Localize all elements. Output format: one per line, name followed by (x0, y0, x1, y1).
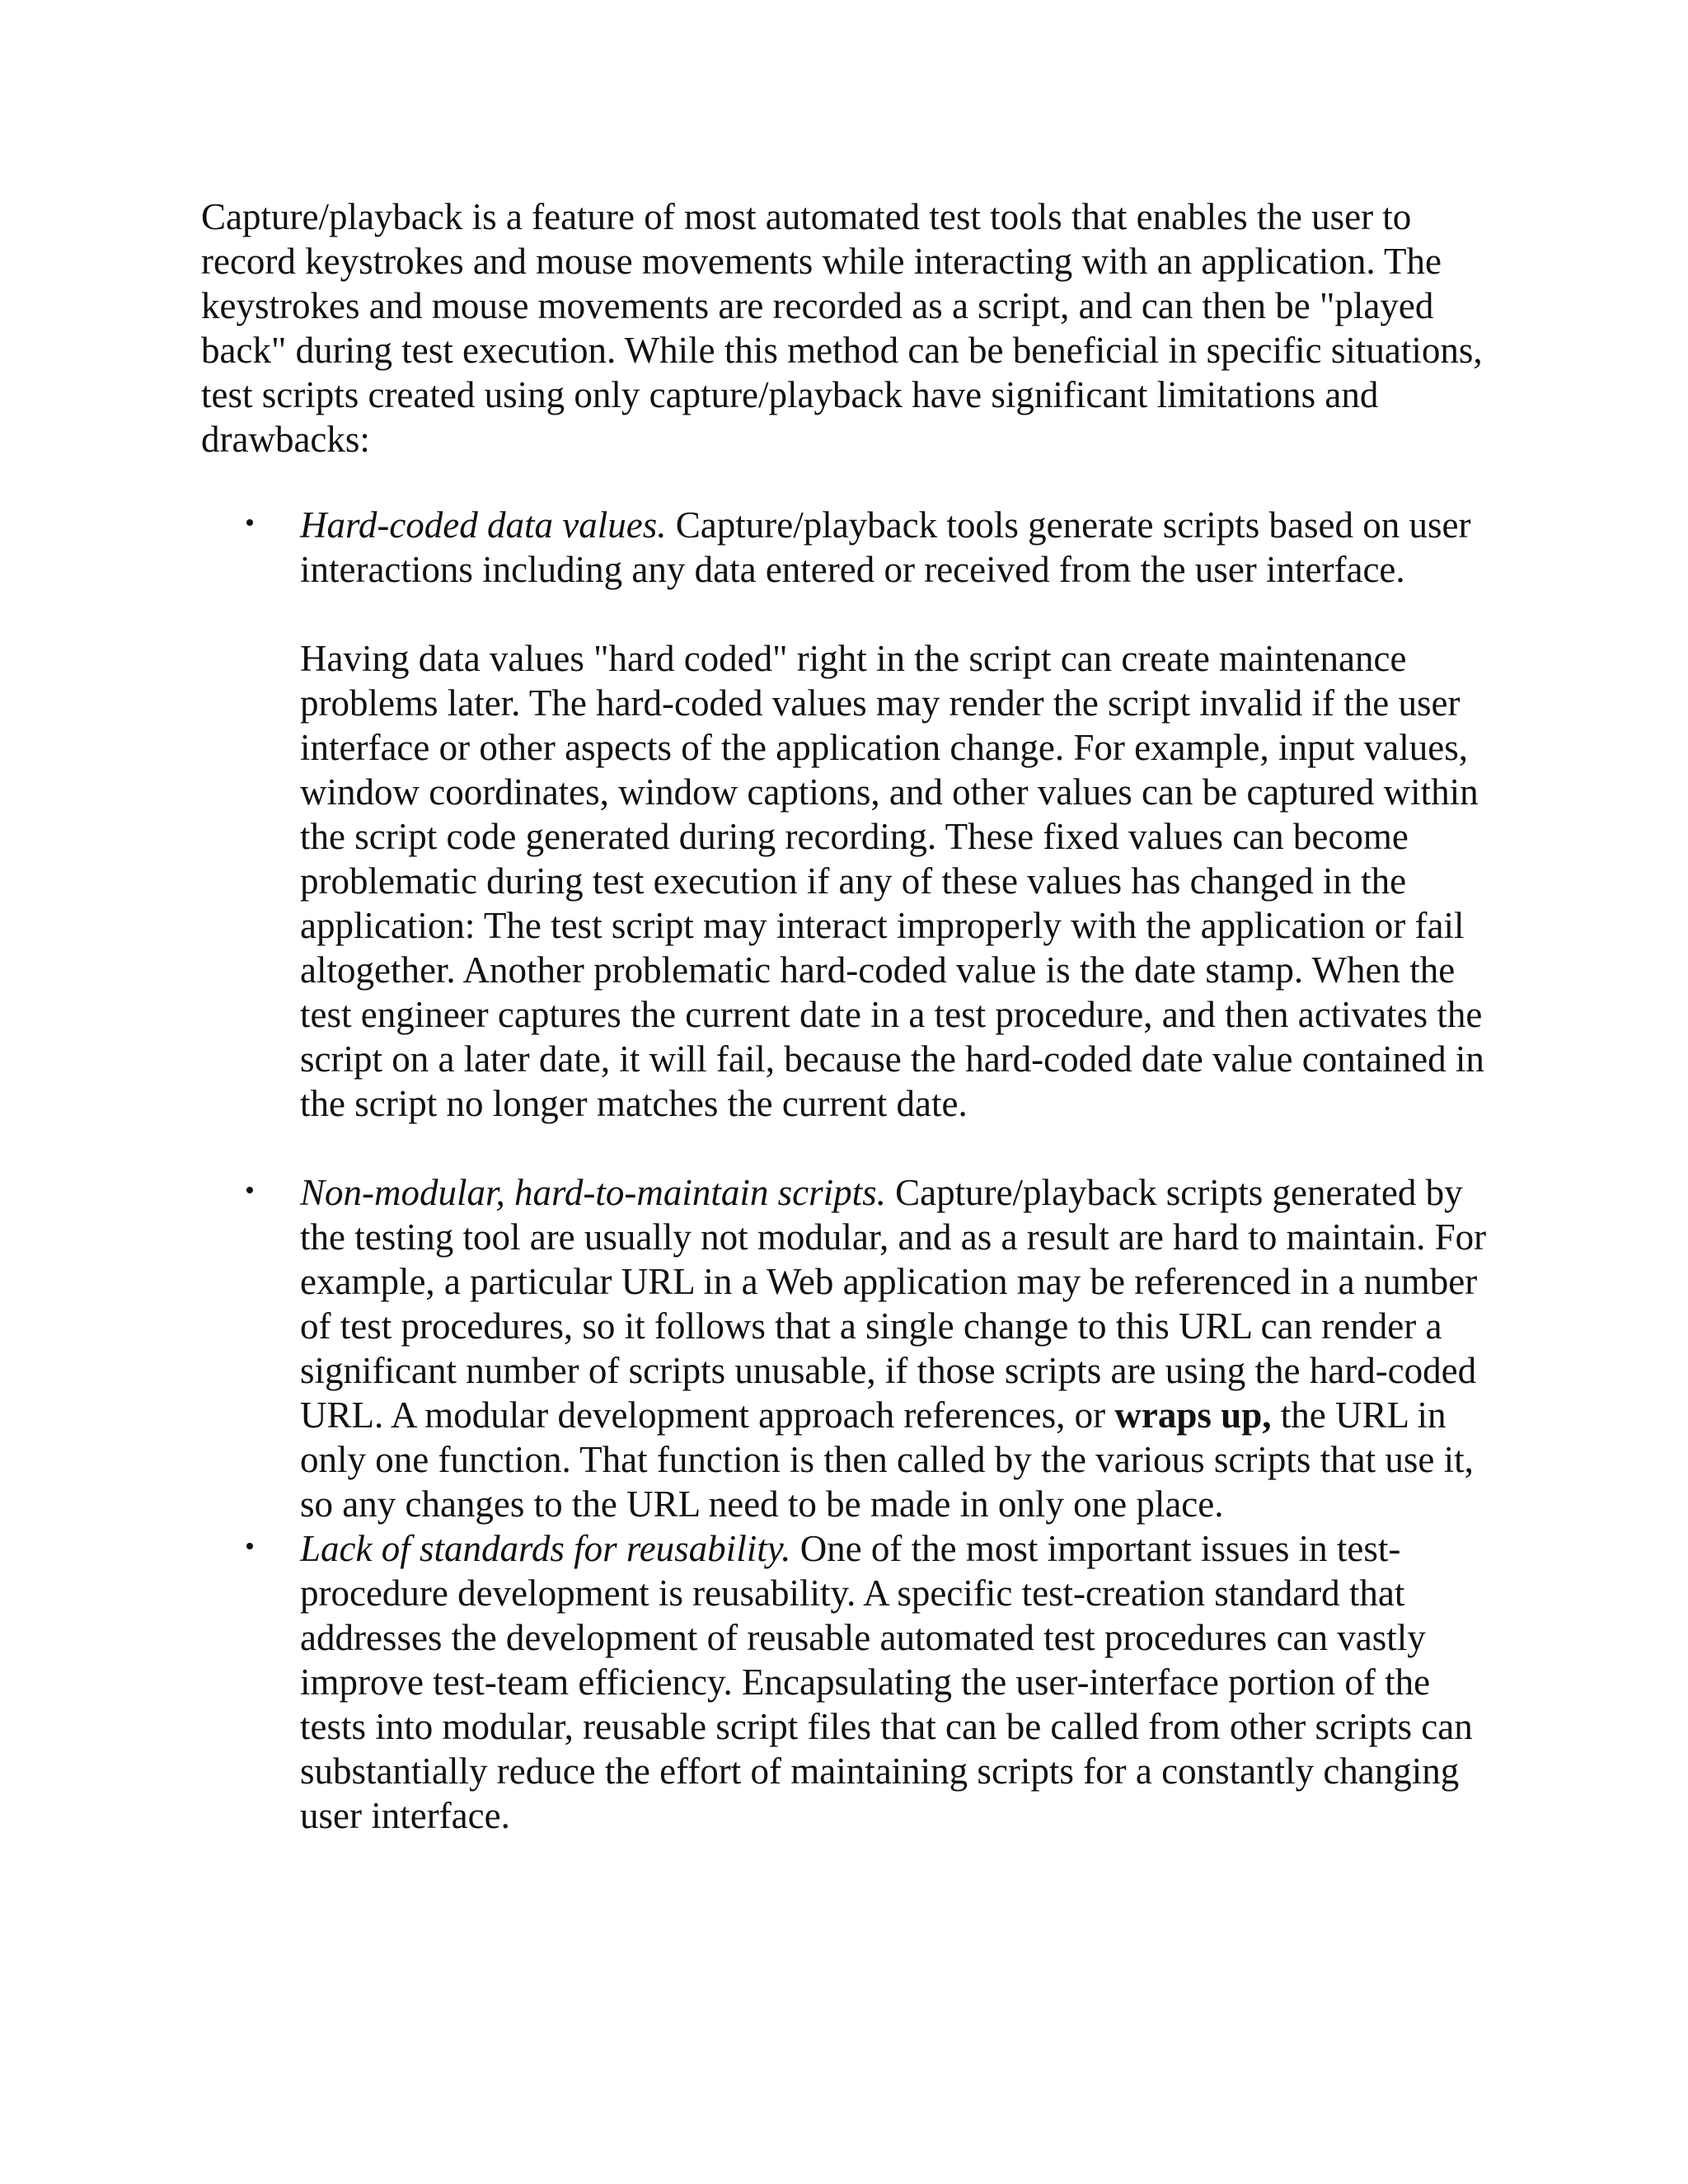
list-item-text-continued: the URL in only one function. That function is then called by the various scripts that use it, so any changes to the URL need to be made in only one place. (300, 1394, 1474, 1525)
list-item-paragraph-2: Having data values "hard coded" right in the script can create maintenance problems later. The hard-coded values may render the script invalid if the user interface or other aspects of the application change. For example, input values, window coordinates, window captions, and other values can be captured within the script code generated during recording. These fixed values can become problematic during test execution if any of these values has changed in the application: The test script may interact improperly with the application or fail altogether. Another problematic hard-coded value is the date stamp. When the test engineer captures the current date in a test procedure, and then activates the script on a later date, it will fail, because the hard-coded date value contained in the script no longer matches the current date. (300, 638, 1484, 1124)
bullet-icon (246, 1543, 253, 1549)
list-item-non-modular-scripts (201, 1170, 1487, 1526)
list-item-term: Hard-coded data values. (300, 504, 667, 546)
list-item-text: Capture/playback tools generate scripts based on user interactions including any data entered or received from the user interface. (300, 504, 1471, 590)
document-body (201, 194, 1487, 1838)
list-item-text: Capture/playback scripts generated by the testing tool are usually not modular, and as a result are hard to maintain. For example, a particular URL in a Web application may be referenced in a number of test procedures, so it follows that a single change to this URL can render a significant number of scripts unusable, if those scripts are using the hard-coded URL. A modular development approach references, or (300, 1172, 1487, 1436)
drawbacks-list (201, 503, 1487, 1838)
list-item-text: One of the most important issues in test-procedure development is reusability. A specific test-creation standard that addresses the development of reusable automated test procedures can vastly improve test-team efficiency. Encapsulating the user-interface portion of the tests into modular, reusable script files that can be called from other scripts can substantially reduce the effort of maintaining scripts for a constantly changing user interface. (300, 1528, 1473, 1836)
bullet-icon (246, 519, 253, 526)
bullet-icon (246, 1187, 253, 1193)
list-item-paragraph (300, 1526, 1487, 1838)
list-item-bold-phrase: wraps up, (1114, 1394, 1272, 1436)
list-item-paragraph (300, 503, 1487, 592)
list-item-term: Non-modular, hard-to-maintain scripts. (300, 1172, 886, 1213)
list-item-term: Lack of standards for reusability. (300, 1528, 791, 1569)
list-item-reusability-standards (201, 1526, 1487, 1838)
list-item-hard-coded-values (201, 503, 1487, 1126)
list-item-paragraph (300, 1170, 1487, 1526)
intro-paragraph: Capture/playback is a feature of most automated test tools that enables the user to record keystrokes and mouse movements while interacting with an application. The keystrokes and mouse movements are recorded as a script, and can then be "played back" during test execution. While this method can be beneficial in specific situations, test scripts created using only capture/playback have significant limitations and drawbacks: (201, 196, 1483, 460)
